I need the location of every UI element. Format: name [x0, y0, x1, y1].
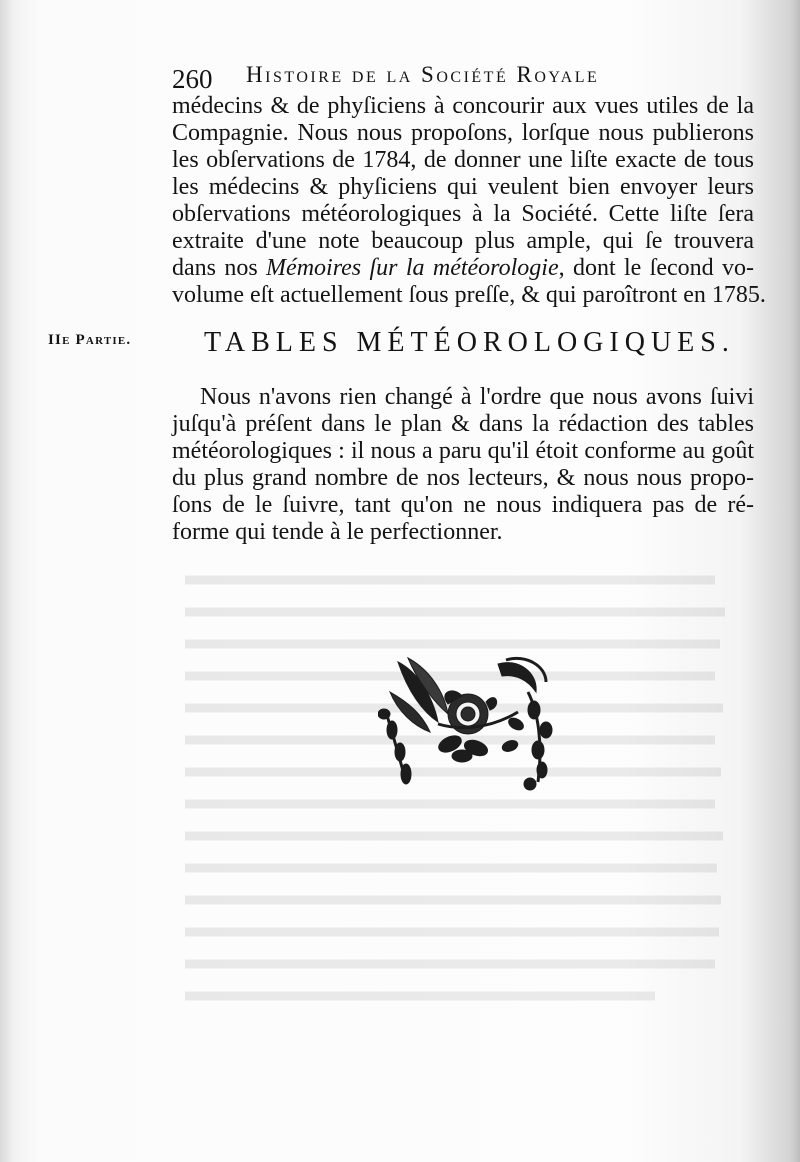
text-line: juſqu'à préſent dans le plan & dans la rédaction des tables — [172, 411, 754, 437]
text-line: les médecins & phyſiciens qui veulent bien envoyer leurs — [172, 174, 754, 200]
section-title: TABLES MÉTÉOROLOGIQUES. — [204, 327, 735, 358]
paragraph-1 — [172, 93, 766, 309]
text-line: les obſervations de 1784, de donner une liſte exacte de tous — [172, 147, 754, 173]
text-line: extraite d'une note beaucoup plus ample, qui ſe trouvera — [172, 228, 754, 254]
running-title: Histoire de la Société Royale — [246, 62, 600, 87]
margin-note: IIe Partie. — [48, 332, 132, 348]
text-line: forme qui tende à le perfectionner. — [172, 519, 503, 545]
text-line: volume eſt actuellement ſous preſſe, & qui paroîtront en 1785. — [172, 282, 766, 308]
text-line: Compagnie. Nous nous propoſons, lorſque nous publierons — [172, 120, 754, 146]
text-line: ſons de le ſuivre, tant qu'on ne nous indiquera pas de ré- — [172, 492, 754, 518]
text-line: obſervations météorologiques à la Société. Cette liſte ſera — [172, 201, 754, 227]
text-line: médecins & de phyſiciens à concourir aux vues utiles de la — [172, 93, 754, 119]
italic-title: Mémoires ſur la météorologie — [266, 255, 559, 281]
text-line: du plus grand nombre de nos lecteurs, & nous nous propo- — [172, 465, 754, 491]
floral-vignette-drawing — [378, 652, 560, 792]
floral-vignette-icon — [378, 652, 560, 792]
page-number: 260 — [172, 64, 213, 94]
paragraph-2 — [172, 384, 754, 546]
text-fragment: dans nos — [172, 255, 267, 281]
text-fragment: , dont le ſecond vo- — [558, 255, 754, 281]
page-header — [172, 50, 752, 94]
text-line: Nous n'avons rien changé à l'ordre que nous avons ſuivi — [200, 384, 754, 410]
text-line: météorologiques : il nous a paru qu'il étoit conforme au goût — [172, 438, 754, 464]
text-line — [172, 255, 754, 282]
